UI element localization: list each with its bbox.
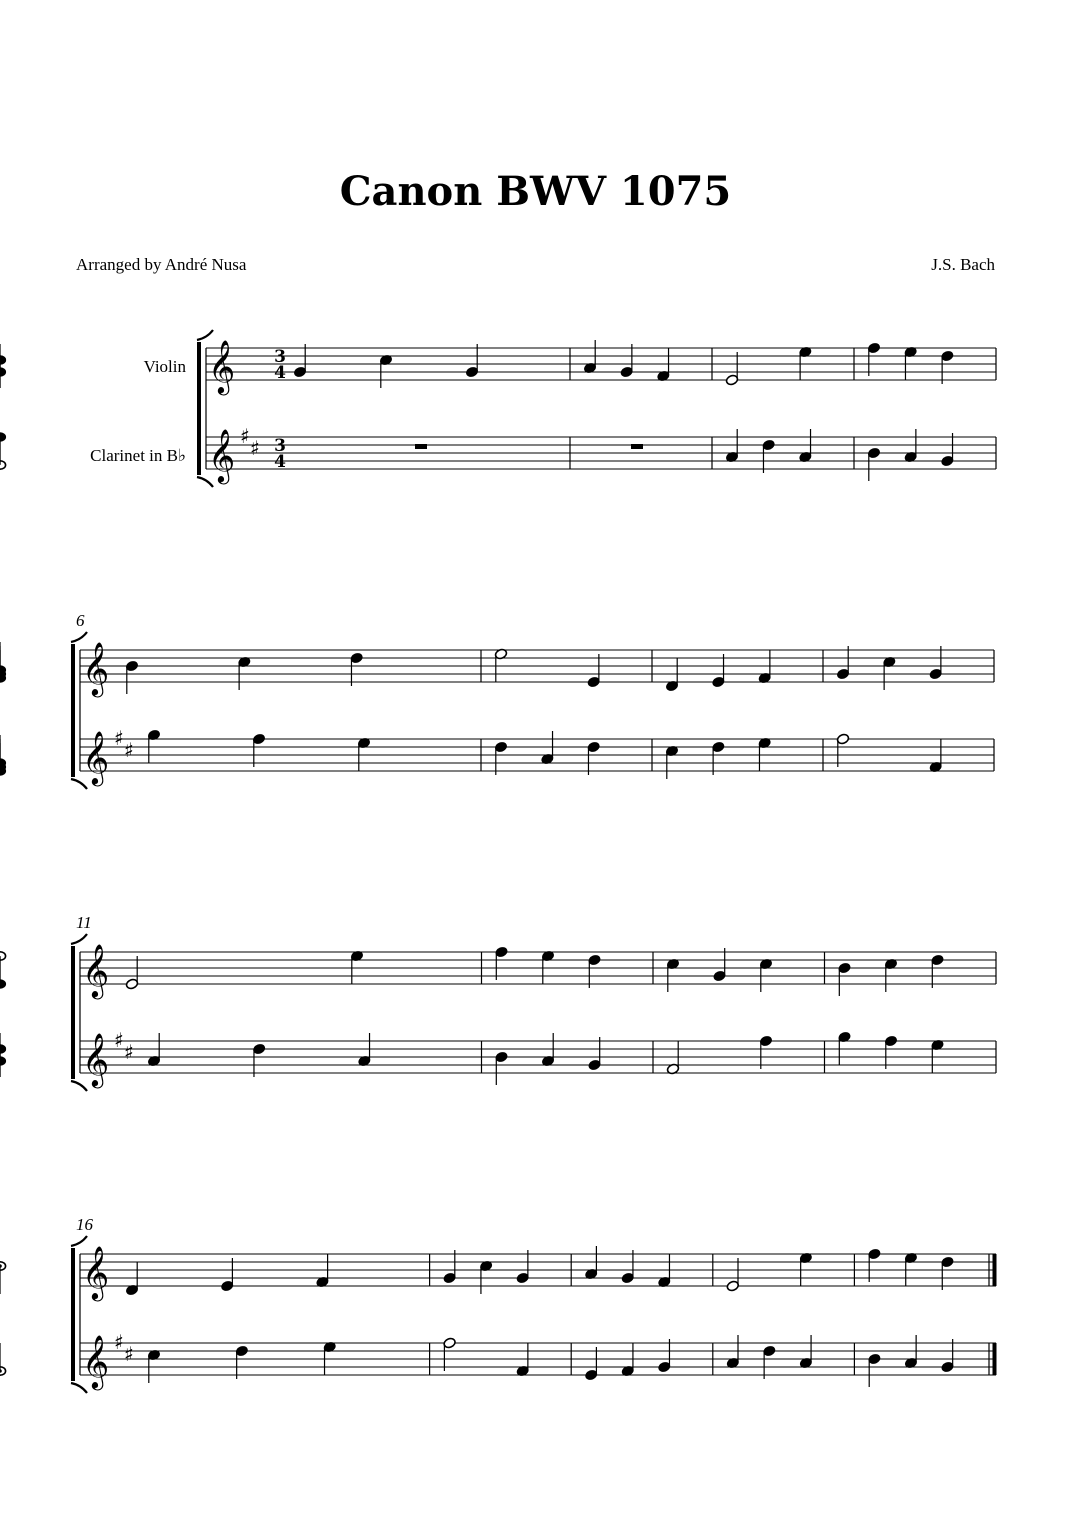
instrument-name: Clarinet in B♭ — [90, 446, 186, 465]
note-head — [0, 1045, 6, 1053]
time-signature-top: 3 — [274, 436, 286, 456]
note-head — [0, 952, 6, 960]
sharp-f-icon: ♯ — [114, 1330, 124, 1354]
measure-number: 6 — [76, 611, 85, 630]
instrument-name: Violin — [143, 357, 186, 376]
time-signature-bottom: 4 — [274, 363, 286, 383]
whole-rest-icon — [415, 444, 427, 449]
piece-title: Canon BWV 1075 — [339, 168, 732, 215]
time-signature-top: 3 — [274, 347, 286, 367]
sharp-f-icon: ♯ — [240, 424, 250, 448]
whole-rest-icon — [631, 444, 643, 449]
sharp-c-icon: ♯ — [124, 1040, 134, 1064]
system-2 — [0, 632, 994, 789]
system-4 — [0, 1236, 996, 1393]
treble-clef-icon: 𝄞 — [82, 943, 110, 997]
note-head — [0, 356, 6, 364]
treble-clef-icon: 𝄞 — [82, 641, 110, 695]
note-head — [0, 674, 6, 682]
composer-credit: J.S. Bach — [931, 255, 995, 274]
treble-clef-icon: 𝄞 — [208, 428, 236, 482]
treble-clef-icon: 𝄞 — [82, 1334, 110, 1388]
sharp-c-icon: ♯ — [124, 738, 134, 762]
note-head — [0, 759, 6, 767]
arranger-credit: Arranged by André Nusa — [76, 255, 247, 274]
treble-clef-icon: 𝄞 — [208, 339, 236, 393]
note-head — [0, 433, 6, 441]
measure-number: 16 — [76, 1215, 93, 1234]
note-head — [0, 980, 6, 988]
sharp-f-icon: ♯ — [114, 726, 124, 750]
sharp-f-icon: ♯ — [114, 1028, 124, 1052]
treble-clef-icon: 𝄞 — [82, 730, 110, 784]
note-head — [0, 1057, 6, 1065]
system-3 — [0, 934, 996, 1091]
time-signature-bottom: 4 — [274, 452, 286, 472]
treble-clef-icon: 𝄞 — [82, 1032, 110, 1086]
note-head — [0, 368, 6, 376]
note-head — [0, 461, 6, 469]
treble-clef-icon: 𝄞 — [82, 1245, 110, 1299]
sharp-c-icon: ♯ — [250, 436, 260, 460]
measure-number: 11 — [76, 913, 92, 932]
sharp-c-icon: ♯ — [124, 1342, 134, 1366]
